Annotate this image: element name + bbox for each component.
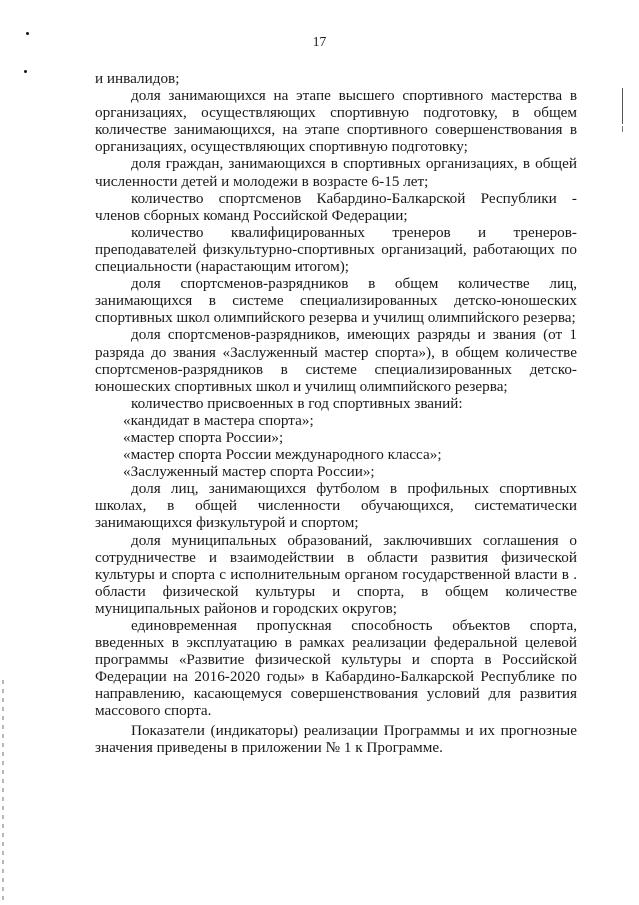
paragraph: количество спортсменов Кабардино-Балкарской Республики - членов сборных команд Российской Федерации; xyxy=(95,189,577,224)
paragraph: доля лиц, занимающихся футболом в профильных спортивных школах, в общей численности обучающихся, систематически занимающихся физкультурой и спортом; xyxy=(95,480,577,532)
scan-mark-dot xyxy=(24,70,27,73)
paragraph: доля занимающихся на этапе высшего спортивного мастерства в организациях, осуществляющих спортивную подготовку, в общем количестве занимающихся, на этапе спортивного совершенствования в организациях, осуществляющих спортивную подготовку; xyxy=(95,87,577,156)
document-body xyxy=(95,70,577,756)
paragraph: количество присвоенных в год спортивных званий: xyxy=(131,394,463,412)
list-item: «кандидат в мастера спорта»; xyxy=(123,411,314,429)
paragraph: Показатели (индикаторы) реализации Программы и их прогнозные значения приведены в приложении № 1 к Программе. xyxy=(95,721,577,756)
scan-mark-tick xyxy=(622,126,623,132)
page-number: 17 xyxy=(312,34,327,49)
paragraph: единовременная пропускная способность объектов спорта, введенных в эксплуатацию в рамках реализации федеральной целевой программы «Развитие физической культуры и спорта в Российской Федерации на 2016-2020 годы» в Кабардино-Балкарской Республике по направлению, касающемуся совершенствования условий для развития массового спорта. xyxy=(95,617,577,720)
list-item: «Заслуженный мастер спорта России»; xyxy=(123,463,375,481)
scan-mark-bar xyxy=(622,88,623,124)
paragraph: доля спортсменов-разрядников, имеющих разряды и звания (от 1 разряда до звания «Заслуженный мастер спорта»), в общем количестве спортсменов-разрядников в системе специализированных детско-юношеских спортивных школ и училищ олимпийского резерва; xyxy=(95,326,577,395)
paragraph: и инвалидов; xyxy=(95,70,180,87)
list-item: «мастер спорта России международного класса»; xyxy=(123,446,442,464)
paragraph: доля муниципальных образований, заключивших соглашения о сотрудничестве и взаимодействии в области развития физической культуры и спорта с исполнительным органом государственной власти в . области физической культуры и спорта, в общем количестве муниципальных районов и городских округов; xyxy=(95,531,577,617)
scan-edge-strip xyxy=(2,680,4,900)
paragraph: доля спортсменов-разрядников в общем количестве лиц, занимающихся в системе специализированных детско-юношеских спортивных школ олимпийского резерва и училищ олимпийского резерва; xyxy=(95,275,577,327)
paragraph: доля граждан, занимающихся в спортивных организациях, в общей численности детей и молодежи в возрасте 6-15 лет; xyxy=(95,155,577,190)
paragraph: количество квалифицированных тренеров и тренеров-преподавателей физкультурно-спортивных организаций, работающих по специальности (нарастающим итогом); xyxy=(95,223,577,276)
list-item: «мастер спорта России»; xyxy=(123,428,284,446)
